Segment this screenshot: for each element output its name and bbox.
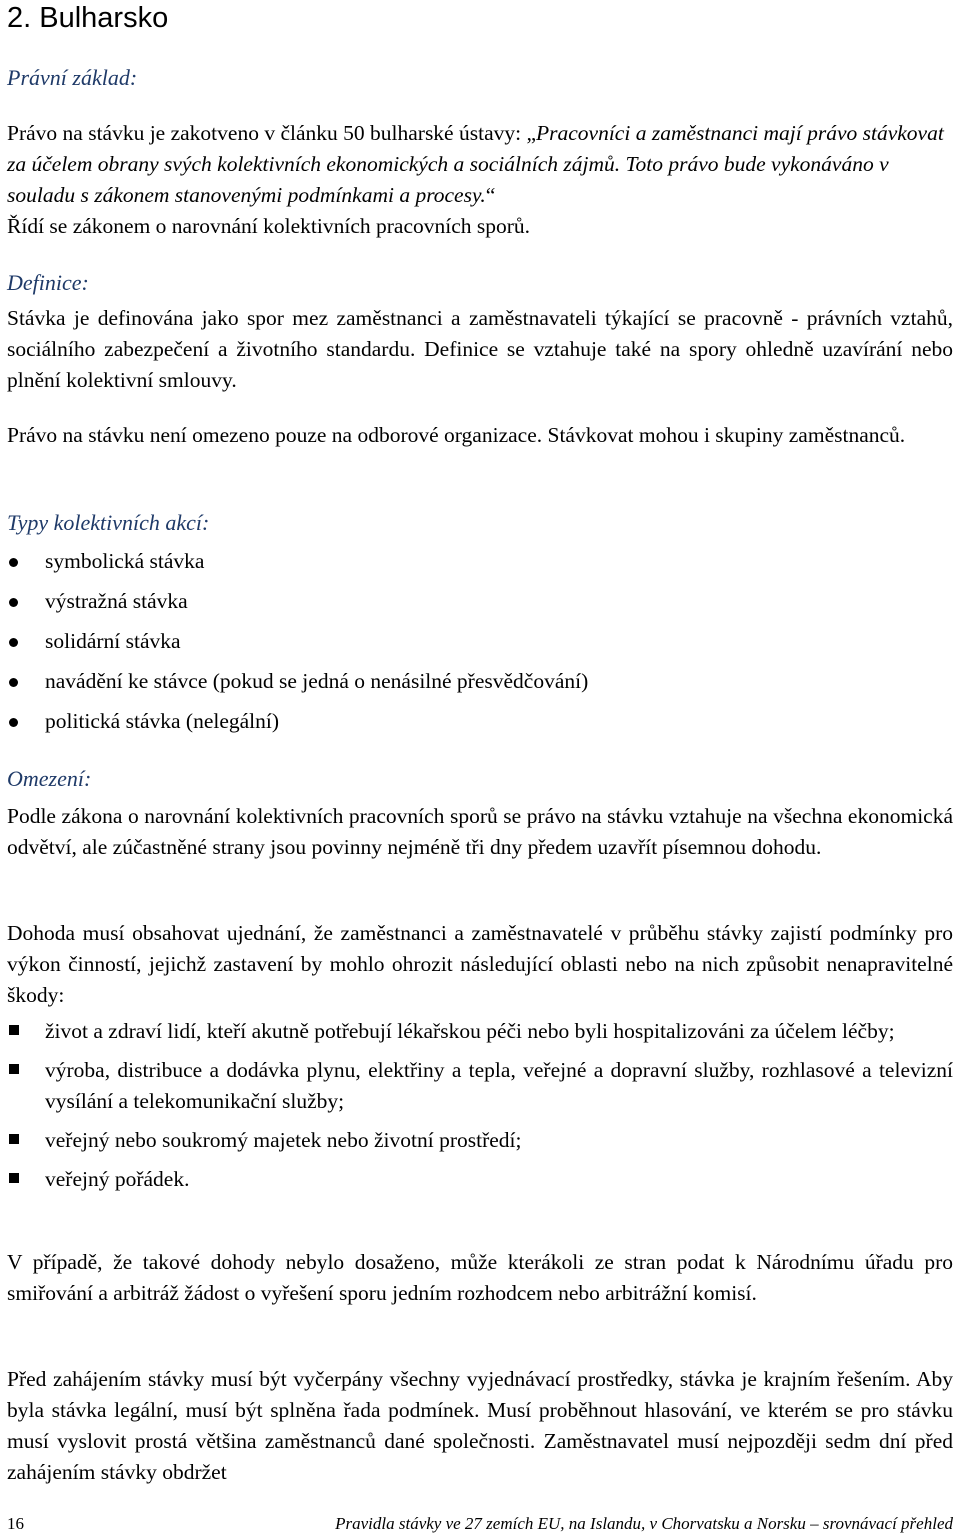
- restrictions-paragraph-3: V případě, že takové dohody nebylo dosaženo, může kterákoli ze stran podat k Národnímu úřadu pro smiřování a arbitráž žádost o vyřešení sporu jedním rozhodcem nebo arbitrážní komisí.: [7, 1250, 953, 1305]
- restrictions-label: Omezení:: [7, 766, 92, 791]
- list-item: symbolická stávka: [7, 546, 953, 586]
- square-bullet-icon: [9, 1064, 19, 1074]
- constitution-quote: Pracovníci a zaměstnanci mají právo stávkovat za účelem obrany svých kolektivních ekonomických a sociálních zájmů. Toto právo bude vykonáváno v souladu s zákonem stanovenými podmínkami a procesy.: [7, 121, 944, 207]
- list-item: veřejný pořádek.: [7, 1164, 953, 1195]
- legal-basis-label: Právní základ:: [7, 65, 138, 90]
- action-types-list: [7, 546, 953, 746]
- list-item: navádění ke stávce (pokud se jedná o nenásilné přesvědčování): [7, 666, 953, 706]
- bullet-icon: [9, 558, 18, 567]
- governing-law-line: Řídí se zákonem o narovnání kolektivních pracovních sporů.: [7, 214, 531, 238]
- definition-paragraph-1: Stávka je definována jako spor mez zaměstnanci a zaměstnavateli týkající se pracovně - právních vztahů, sociálního zabezpečení a životního standardu. Definice se vztahuje také na spory ohledně uzavírání nebo plnění kolektivní smlouvy.: [7, 306, 953, 392]
- list-item: politická stávka (nelegální): [7, 706, 953, 746]
- list-item: veřejný nebo soukromý majetek nebo životní prostředí;: [7, 1125, 953, 1156]
- protected-areas-list: [7, 1016, 953, 1195]
- legal-basis-text: Právo na stávku je zakotveno v článku 50 bulharské ústavy: „: [7, 121, 536, 145]
- page-number: 16: [7, 1514, 24, 1533]
- square-bullet-icon: [9, 1025, 19, 1035]
- section-heading: 2. Bulharsko: [7, 2, 169, 34]
- bullet-icon: [9, 638, 18, 647]
- restrictions-paragraph-2: Dohoda musí obsahovat ujednání, že zaměstnanci a zaměstnavatelé v průběhu stávky zajistí podmínky pro výkon činností, jejichž zastavení by mohlo ohrozit následující oblasti nebo na nich způsobit nenapravitelné škody:: [7, 921, 953, 1007]
- action-types-label: Typy kolektivních akcí:: [7, 510, 210, 535]
- restrictions-paragraph-1: Podle zákona o narovnání kolektivních pracovních sporů se právo na stávku vztahuje na všechna ekonomická odvětví, ale zúčastněné strany jsou povinny nejméně tři dny předem uzavřít písemnou dohodu.: [7, 804, 953, 859]
- bullet-icon: [9, 598, 18, 607]
- bullet-icon: [9, 678, 18, 687]
- list-item: výroba, distribuce a dodávka plynu, elektřiny a tepla, veřejné a dopravní služby, rozhlasové a televizní vysílání a telekomunikační služby;: [7, 1055, 953, 1117]
- bullet-icon: [9, 718, 18, 727]
- definition-label: Definice:: [7, 270, 89, 295]
- list-item: život a zdraví lidí, kteří akutně potřebují lékařskou péči nebo byli hospitalizováni za účelem léčby;: [7, 1016, 953, 1047]
- legal-basis-paragraph: [7, 118, 953, 242]
- list-item: solidární stávka: [7, 626, 953, 666]
- quote-end: “: [485, 183, 496, 207]
- footer-title: Pravidla stávky ve 27 zemích EU, na Islandu, v Chorvatsku a Norsku – srovnávací přehled: [335, 1514, 953, 1533]
- square-bullet-icon: [9, 1134, 19, 1144]
- list-item: výstražná stávka: [7, 586, 953, 626]
- definition-paragraph-2: Právo na stávku není omezeno pouze na odborové organizace. Stávkovat mohou i skupiny zaměstnanců.: [7, 423, 906, 447]
- restrictions-paragraph-4: Před zahájením stávky musí být vyčerpány všechny vyjednávací prostředky, stávka je krajním řešením. Aby byla stávka legální, musí být splněna řada podmínek. Musí proběhnout hlasování, ve kterém se pro stávku musí vyslovit prostá většina zaměstnanců dané společnosti. Zaměstnavatel musí nejpozději sedm dní před zahájením stávky obdržet: [7, 1367, 953, 1484]
- square-bullet-icon: [9, 1173, 19, 1183]
